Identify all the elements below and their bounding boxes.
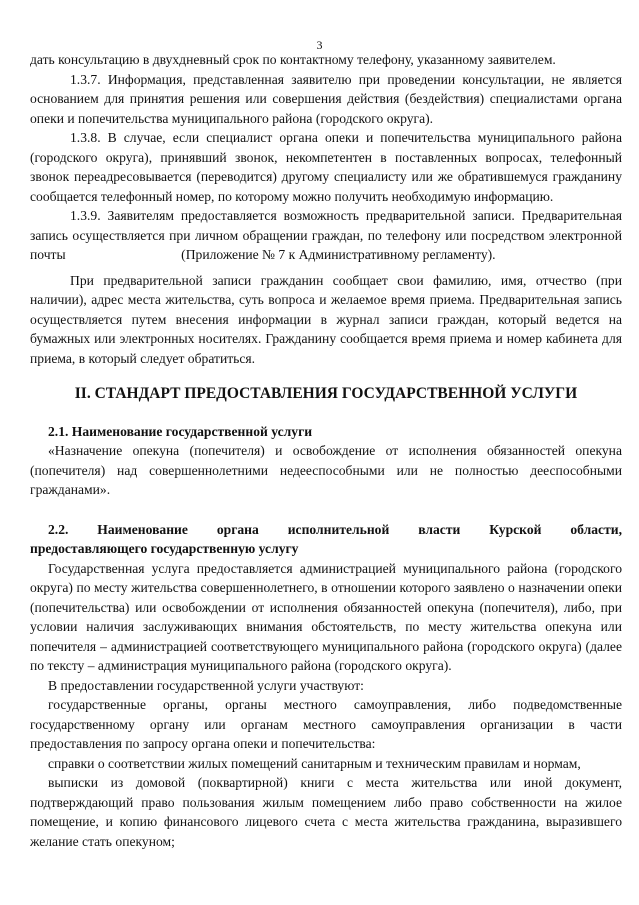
paragraph-preliminary-record: При предварительной записи гражданин сообщает свои фамилию, имя, отчество (при наличии), адрес места жительства, суть вопроса и желаемое время приема. Предварительная запись осуществляется путем внесения информации в журнал записи граждан, который ведется на бумажных или электронных носителях. Гражданину сообщается время приема и номер кабинета для приема, в который следует обратиться. [30, 272, 622, 366]
section-2-1-text: «Назначение опекуна (попечителя) и освобождение от исполнения обязанностей опекуна (попечителя) над совершеннолетними недееспособными или не полностью дееспособными гражданами». [30, 443, 622, 497]
section-2-2-organs: государственные органы, органы местного самоуправления, либо подведомственные государственному органу или органам местного самоуправления организации в части предоставления по запросу органа опеки и попечительства: [30, 697, 622, 751]
section-title: II. СТАНДАРТ ПРЕДОСТАВЛЕНИЯ ГОСУДАРСТВЕННОЙ УСЛУГИ [74, 385, 578, 402]
page-number: 3 [316, 38, 323, 52]
section-2-2-certificate: справки о соответствии жилых помещений санитарным и техническим правилам и нормам, [48, 755, 581, 771]
section-2-1-heading: 2.1. Наименование государственной услуги [48, 423, 313, 439]
paragraph-1-3-9: 1.3.9. Заявителям предоставляется возможность предварительной записи. Предварительная запись осуществляется при личном обращении граждан, по телефону или посредством электронной почты (Приложение № 7 к Административному регламенту). [30, 208, 626, 262]
section-2-2-heading: 2.2. Наименование органа исполнительной власти Курской области, [48, 521, 622, 537]
section-2-2-participants: В предоставлении государственной услуги участвуют: [48, 677, 364, 693]
paragraph-1-3-8: 1.3.8. В случае, если специалист органа опеки и попечительства муниципального района (городского округа), принявший звонок, некомпетентен в поставленных вопросах, телефонный звонок переадресовывается (переводится) другому специалисту или же обратившемуся гражданину сообщается телефонный номер, по которому можно получить необходимую информацию. [30, 130, 622, 204]
section-2-2-paragraph: Государственная услуга предоставляется администрацией муниципального района (городского округа) по месту жительства совершеннолетнего, в отношении которого заявлено о назначении опеки (попечительства) или освобождении от исполнения обязанностей опекуна (попечителя), либо, при условии наличия заслуживающих внимания обстоятельств, по месту жительства опекуна или попечителя – администрацией соответствующего муниципального района (городского округа) (далее по тексту – администрация муниципального района (городского округа). [30, 560, 622, 673]
paragraph-1-3-7: 1.3.7. Информация, представленная заявителю при проведении консультации, не является основанием для принятия решения или совершения действия (бездействия) специалистами органа опеки и попечительства муниципального района (городского округа). [30, 71, 622, 126]
document-body [30, 50, 626, 851]
paragraph: дать консультацию в двухдневный срок по контактному телефону, указанному заявителем. [30, 52, 556, 67]
section-2-2-extract: выписки из домовой (поквартирной) книги с места жительства или иной документ, подтверждающий право пользования жилым помещением либо право собственности на жилое помещение, и копию финансового лицевого счета с места жительства гражданина, выразившего желание стать опекуном; [30, 775, 622, 849]
section-2-2-heading-cont: предоставляющего государственную услугу [30, 541, 299, 556]
